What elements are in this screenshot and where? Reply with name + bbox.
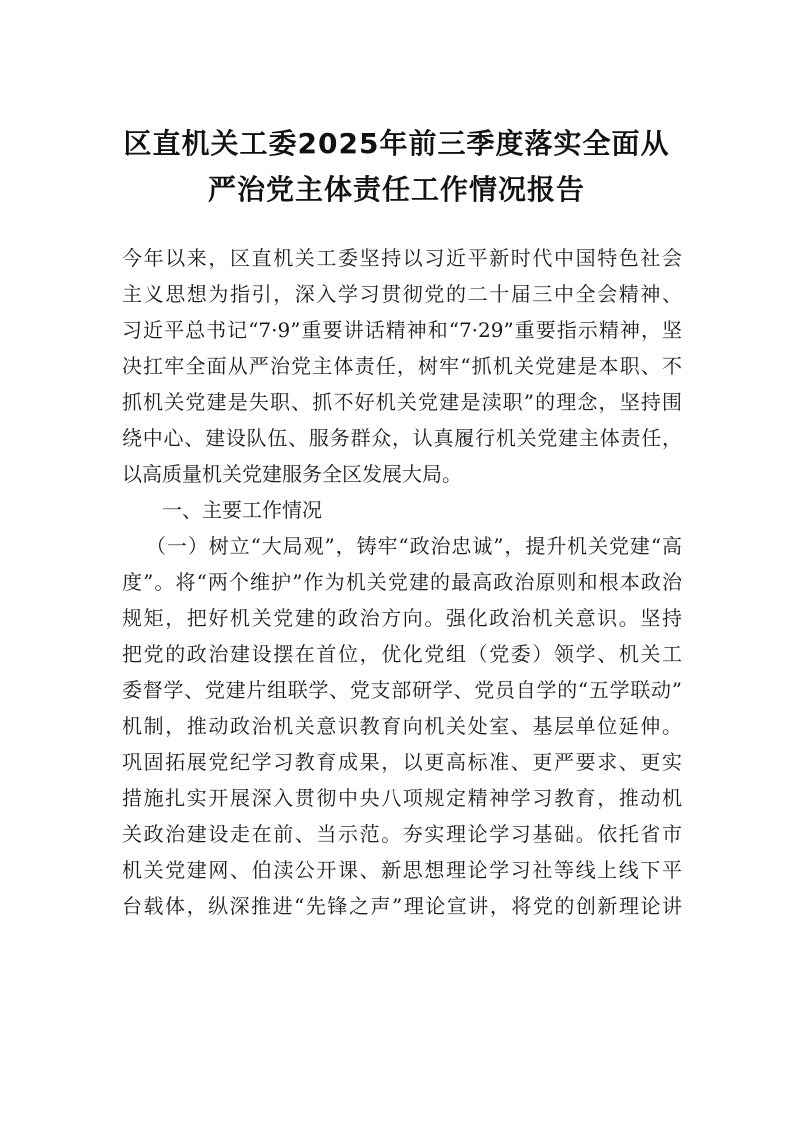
paragraph-line: 措施扎实开展深入贯彻中央八项规定精神学习教育，推动机 [122, 786, 682, 810]
paragraph-line: 抓机关党建是失职、抓不好机关党建是渎职”的理念，坚持围 [122, 390, 682, 414]
paragraph-line: 台载体，纵深推进“先锋之声”理论宣讲，将党的创新理论讲 [122, 894, 682, 918]
paragraph-line: （一）树立“大局观”，铸牢“政治忠诚”，提升机关党建“高 [146, 534, 682, 558]
paragraph-line: 习近平总书记“7·9”重要讲话精神和“7·29”重要指示精神，坚 [122, 318, 682, 342]
document-body [122, 240, 682, 924]
document-title-line-1: 区直机关工委2025年前三季度落实全面从 [123, 127, 670, 160]
paragraph-line: 巩固拓展党纪学习教育成果，以更高标准、更严要求、更实 [122, 750, 682, 774]
paragraph-line: 决扛牢全面从严治党主体责任，树牢“抓机关党建是本职、不 [122, 354, 682, 378]
paragraph-line: 机制，推动政治机关意识教育向机关处室、基层单位延伸。 [122, 714, 682, 738]
paragraph-line: 规矩，把好机关党建的政治方向。强化政治机关意识。坚持 [122, 606, 682, 630]
document-title-line-2: 严治党主体责任工作情况报告 [207, 173, 585, 206]
paragraph-line: 委督学、党建片组联学、党支部研学、党员自学的“五学联动” [122, 678, 682, 702]
paragraph-line: 以高质量机关党建服务全区发展大局。 [122, 462, 462, 486]
paragraph-line: 关政治建设走在前、当示范。夯实理论学习基础。依托省市 [122, 822, 682, 846]
paragraph-line: 今年以来，区直机关工委坚持以习近平新时代中国特色社会 [122, 246, 682, 270]
paragraph-line: 把党的政治建设摆在首位，优化党组（党委）领学、机关工 [122, 642, 682, 666]
paragraph-line: 主义思想为指引，深入学习贯彻党的二十届三中全会精神、 [122, 282, 682, 306]
paragraph-line: 度”。将“两个维护”作为机关党建的最高政治原则和根本政治 [122, 570, 682, 594]
section-heading: 一、主要工作情况 [162, 498, 322, 522]
paragraph-line: 绕中心、建设队伍、服务群众，认真履行机关党建主体责任， [122, 426, 682, 450]
paragraph-line: 机关党建网、伯渎公开课、新思想理论学习社等线上线下平 [122, 858, 682, 882]
